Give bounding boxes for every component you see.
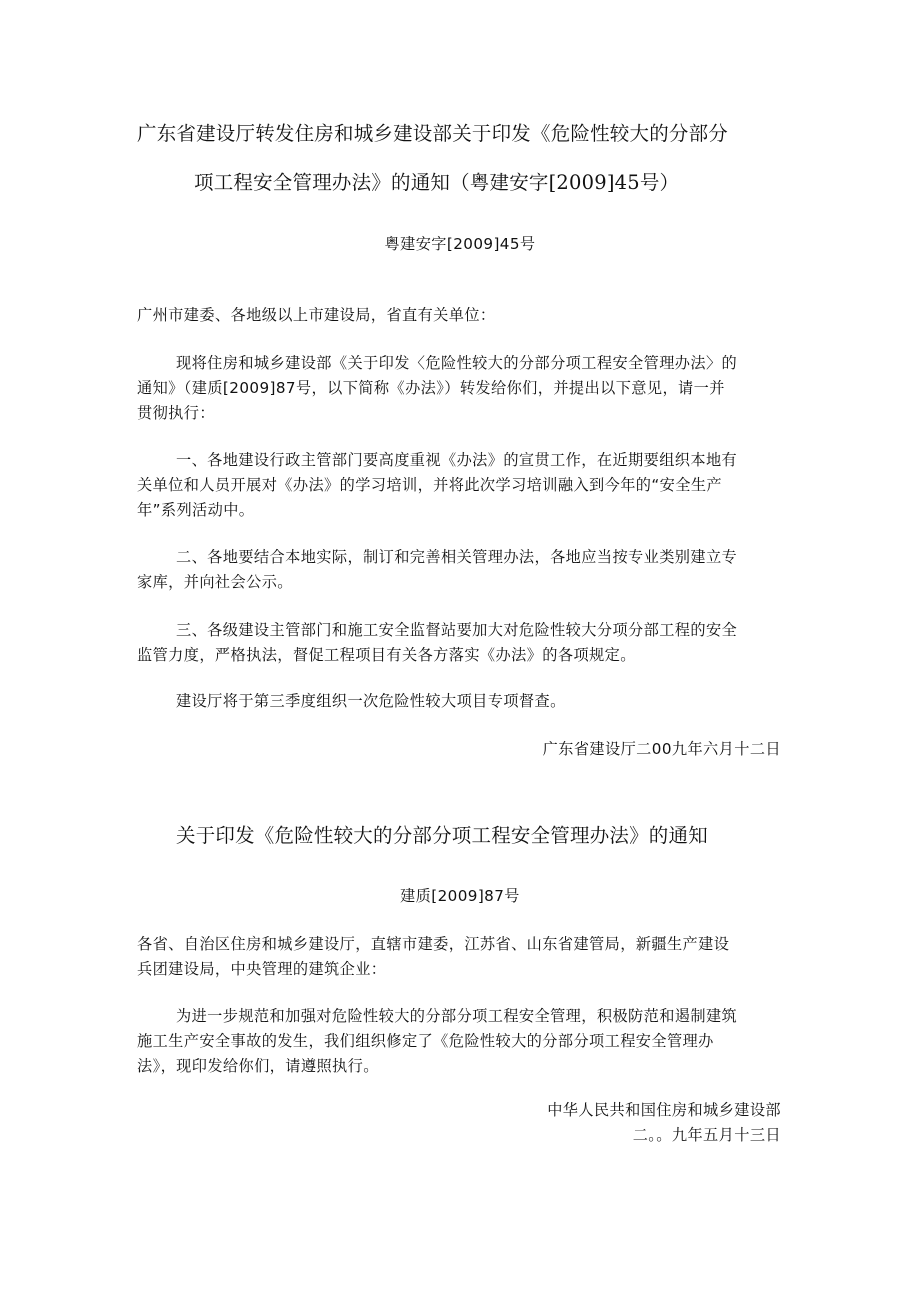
doc2-signature-date: 二。。九年五月十三日 xyxy=(632,1126,781,1144)
doc1-title-line2: 项工程安全管理办法》的通知（粤建安字[2009]45号） xyxy=(194,171,680,194)
doc2-addressee-line2: 兵团建设局，中央管理的建筑企业： xyxy=(137,960,387,978)
doc1-title-line1: 广东省建设厅转发住房和城乡建设部关于印发《危险性较大的分部分 xyxy=(137,122,729,145)
doc1-item2-line1: 二、各地要结合本地实际，制订和完善相关管理办法，各地应当按专业类别建立专 xyxy=(176,548,738,566)
doc1-intro-line3: 贯彻执行： xyxy=(137,404,215,422)
doc1-signature: 广东省建设厅二00九年六月十二日 xyxy=(542,740,781,758)
doc2-title: 关于印发《危险性较大的分部分项工程安全管理办法》的通知 xyxy=(176,824,708,847)
doc2-body-line2: 施工生产安全事故的发生，我们组织修定了《危险性较大的分部分项工程安全管理办 xyxy=(137,1032,714,1050)
doc1-intro-line2: 通知》（建质[2009]87号，以下简称《办法》）转发给你们，并提出以下意见，请一并 xyxy=(137,379,725,397)
doc2-doc-number: 建质[2009]87号 xyxy=(400,887,520,905)
doc1-closing: 建设厅将于第三季度组织一次危险性较大项目专项督查。 xyxy=(176,692,566,710)
doc1-item1-line1: 一、各地建设行政主管部门要高度重视《办法》的宣贯工作，在近期要组织本地有 xyxy=(176,451,738,469)
doc1-intro-line1: 现将住房和城乡建设部《关于印发〈危险性较大的分部分项工程安全管理办法〉的 xyxy=(176,354,738,372)
doc2-body-line1: 为进一步规范和加强对危险性较大的分部分项工程安全管理，积极防范和遏制建筑 xyxy=(176,1007,738,1025)
doc2-signature-org: 中华人民共和国住房和城乡建设部 xyxy=(547,1101,781,1119)
doc1-addressee: 广州市建委、各地级以上市建设局，省直有关单位： xyxy=(137,306,496,324)
doc2-body-line3: 法》，现印发给你们，请遵照执行。 xyxy=(137,1057,379,1075)
doc1-item1-line3: 年”系列活动中。 xyxy=(137,501,255,519)
doc1-item3-line1: 三、各级建设主管部门和施工安全监督站要加大对危险性较大分项分部工程的安全 xyxy=(176,621,738,639)
doc2-addressee-line1: 各省、自治区住房和城乡建设厅，直辖市建委，江苏省、山东省建管局，新疆生产建设 xyxy=(137,935,730,953)
doc1-item3-line2: 监管力度，严格执法，督促工程项目有关各方落实《办法》的各项规定。 xyxy=(137,646,636,664)
doc1-doc-number: 粤建安字[2009]45号 xyxy=(384,235,536,253)
doc1-item2-line2: 家库，并向社会公示。 xyxy=(137,573,293,591)
doc1-item1-line2: 关单位和人员开展对《办法》的学习培训，并将此次学习培训融入到今年的“安全生产 xyxy=(137,476,723,494)
